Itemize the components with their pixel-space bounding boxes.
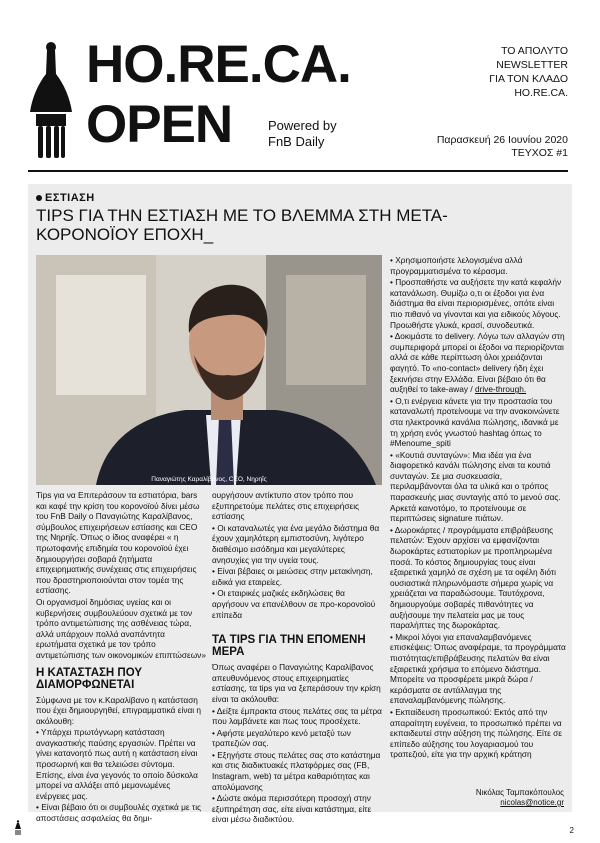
bullet-item: • Οι καταναλωτές για ένα μεγάλο διάστημα θα έχουν χαμηλότερη εμπιστοσύνη, λιγότερο διαθέσιμο εισόδημα και μεγαλύτερες ανησυχίες για την υγεία τους. — [212, 522, 380, 565]
author-name: Νικόλας Ταμπακόπουλος — [475, 788, 564, 797]
bullet-item: • Είναι βέβαιες οι μειώσεις στην μετακίνηση, ειδικά για εταιρείες. — [212, 566, 373, 587]
bullet-item: • Ο,τι ενέργεια κάνετε για την προστασία του καταναλωτή προτείνουμε να την ανακοινώνετε στα ηλεκτρονικά κανάλια πώλησης, ιδανικά με τη χρήση ενός γνωστού hashtag όπως το #Menoume_spiti — [390, 395, 560, 449]
newsletter-tagline — [428, 44, 568, 100]
issue-info — [437, 134, 568, 160]
bullet-item: • Δωροκάρτες / προγράμματα επιβράβευσης πελατών: Έχουν αρχίσει να εμφανίζονται δωροκάρτες εστιατορίων με προπληρωμένα ποσά. Το κόστος δημιουργίας τους είναι εξαιρετικά χαμηλό σε σχέση με τα οφέλη διότι ουσιαστικά πληρωνόμαστε σήμερα χωρίς να χρειάζεται να παραδώσουμε. Ταυτόχρονα, δημιουργούμε σοβαρές πιθανότητες να αυξήσουμε την πελατεία μας με τους παραλήπτες της δωροκάρτας. — [390, 524, 557, 631]
bullet-item: • Προσπαθήστε να αυξήσετε την κατά κεφαλήν κατανάλωση. Θυμίζω ο,τι οι έξοδοι για ένα διάστημα θα είναι περιορισμένες, οπότε είναι πιο πιθανό να γίνονται και για ειδικούς λόγους. Προωθήστε γλυκά, κρασί, συνοδευτικά. — [390, 277, 562, 330]
brand-title-line2: OPEN — [86, 95, 233, 154]
author-email-link[interactable]: nicolas@notice.gr — [500, 798, 564, 807]
bullet-item: • Εκπαίδευση προσωπικού: Εκτός από την απαραίτητη ευγένεια, το προσωπικό πρέπει να εκπαιδευτεί στην αύξηση της πώλησης. Είτε σε επίπεδο αύξησης του λογαριασμού του τραπεζιού, είτε για την αρχική κράτηση — [390, 706, 562, 760]
bullet-item: • Δείξτε έμπρακτα στους πελάτες σας τα μέτρα που λαμβάνετε και πως τους προσέχετε. — [212, 705, 382, 727]
paragraph: Tips για να Επιτεράσουν τα εστιατόρια, bars και καφέ την κρίση του κορονοϊού δίνει μέσω του FnB Daily ο Παναγιώτης Καραλίβανος, σύμβουλος επιχειρήσεων εστίασης και CEO της Νηρηΐς. Όπως ο ίδιος αναφέρει « η πρωτοφανής επιδημία του κορονοϊού έχει δημιουργήσει σοβαρά ζητήματα επιχειρηματικής συνέχειας στις επιχειρήσεις που δραστηριοποιούνται στον τομέα της εστίασης. — [36, 490, 200, 596]
bullet-text: • Δοκιμάστε το delivery. Λόγω των αλλαγών στη συμπεριφορά μπορεί οι έξοδοι να περιορίζονται αλλά σε κάθε περίπτωση όλοι χρειάζονται φαγητό. Το «no-contact» delivery ήδη έχει ξεκινήσει στην Ελλάδα. Είναι βέβαιο ότι θα αυξηθεί το take-away / — [390, 331, 565, 395]
subheading: Η ΚΑΤΑΣΤΑΣΗ ΠΟΥ ΔΙΑΜΟΡΦΩΝΕΤΑΙ — [36, 666, 143, 691]
powered-by-label: Powered by — [268, 118, 337, 133]
author-signature — [390, 788, 564, 808]
photo-caption: Παναγιώτης Καραλίβανος, CEO, Νηρηΐς — [151, 476, 267, 483]
tagline-line: HO.RE.CA. — [514, 87, 568, 99]
paragraph: Οι οργανισμοί δημόσιας υγείας και οι κυβερνήσεις συμβουλεύουν σχετικά με τον τρόπο αντιμετώπισης της ασθένειας τώρα, αλλά υπάρχουν πολλά αναπάντητα ερωτήματα σχετικά με τον τρόπο αντιμετώπισης των οικονομικών επιπτώσεων» — [36, 596, 206, 660]
bullet-item: • Αφήστε μεγαλύτερο κενό μεταξύ των τραπεζιών σας. — [212, 727, 351, 749]
tagline-line: ΓΙΑ ΤΟΝ ΚΛΑΔΟ — [489, 73, 568, 85]
subheading: ΤΑ TIPS ΓΙΑ ΤΗΝ ΕΠΟΜΕΝΗ ΜΕΡΑ — [212, 634, 366, 659]
fork-logo-icon — [26, 40, 76, 162]
bullet-text-tail: drive-through. — [474, 384, 527, 395]
powered-by — [268, 118, 337, 150]
page-number: 2 — [569, 826, 574, 835]
paragraph: Σύμφωνα με τον κ.Καραλίβανο η κατάσταση που έχει δημιουργηθεί, επιγραμματικά είναι η ακόλουθη: — [36, 694, 202, 726]
section-label — [36, 192, 95, 204]
article-column-1 — [36, 490, 206, 825]
issue-number: ΤΕΥΧΟΣ #1 — [511, 147, 568, 159]
article-column-3 — [390, 255, 566, 761]
bullet-item: • Υπάρχει πρωτόγνωρη κατάσταση αναγκαστικής παύσης εργασιών. Πρέπει να γίνει κατανοητό πως αυτή η κατάσταση είναι προσωρινή και θα τελειώσει σύντομα. Επίσης, είναι ένα γεγονός το οποίο δύσκολα μπορεί να αλλάξει από μεμονωμένες ενέργειες μας. — [36, 727, 198, 801]
bullet-icon — [36, 195, 42, 201]
bullet-item — [390, 331, 566, 395]
paragraph: Όπως αναφέρει ο Παναγιώτης Καραλίβανος απευθυνόμενος στους επιχειρηματίες εστίασης, τα tips για να ξεπεράσουν την κρίση είναι τα ακόλουθα: — [212, 662, 381, 704]
brand-title-line1: HO.RE.CA. — [86, 35, 351, 94]
article-column-2 — [212, 490, 382, 826]
portrait-photo — [36, 255, 382, 485]
bullet-item: • Οι εταιρικές μαζικές εκδηλώσεις θα αργήσουν να επανέλθουν σε προ-κορονοϊού επίπεδα — [212, 588, 376, 620]
tagline-line: NEWSLETTER — [496, 59, 568, 71]
header-divider — [28, 170, 568, 172]
bullet-item: • «Κουτιά συνταγών»: Μια ιδέα για ένα διαφορετικό κανάλι πώλησης είναι τα κουτιά συνταγών. Σε μια συσκευασία, περιλαμβάνονται όλα τα υλικά και ο τρόπος παρασκευής μιας συνταγής από το μενού σας. Αρκετά καινοτόμο, το προτείνουμε σε περιπτώσεις signature πιάτων. — [390, 449, 561, 524]
powered-by-brand: FnB Daily — [268, 134, 325, 149]
fork-logo-small-icon — [14, 820, 22, 836]
bullet-item: • Χρησιμοποιήστε λελογισμένα αλλά προγραμματισμένα το κέρασμα. — [390, 255, 523, 276]
issue-date: Παρασκευή 26 Ιουνίου 2020 — [436, 134, 568, 146]
bullet-item: • Μικροί λόγοι για επαναλαμβανόμενες επισκέψεις: Όπως αναφέραμε, τα προγράμματα πιστότητας/επιβράβευσης πελατών θα είναι εξαιρετικά χρήσιμα το επόμενο διάστημα. Μπορείτε να προσφέρετε μικρά δώρα / κεράσματα σε αντάλλαγμα της επαναλαμβανόμενης πώλησης. — [390, 631, 566, 706]
tagline-line: ΤΟ ΑΠΟΛΥΤΟ — [501, 45, 568, 57]
bullet-item: • Είναι βέβαιο ότι οι συμβουλές σχετικά με τις αποστάσεις ασφαλείας θα δημι- — [36, 802, 202, 824]
section-label-text: ΕΣΤΙΑΣΗ — [45, 192, 95, 204]
bullet-item: • Εξηγήστε στους πελάτες σας στο κατάστημα και στις διαδικτυακές πλατφόρμες σας (FB, Instagram, web) τα μέτρα καθαριότητας και απολύμανσης — [212, 749, 381, 792]
bullet-item: • Δώστε ακόμα περισσότερη προσοχή στην εξυπηρέτηση σας, είτε είναι κατάστημα, είτε είναι μέσω διαδικτύου. — [212, 793, 372, 825]
article-title: TIPS ΓΙΑ ΤΗΝ ΕΣΤΙΑΣΗ ΜΕ ΤΟ ΒΛΕΜΜΑ ΣΤΗ ΜΕΤΑ-ΚΟΡΟΝΟΪΟΥ ΕΠΟΧΗ_ — [36, 206, 448, 244]
paragraph: ουργήσουν αντίκτυπο στον τρόπο που εξυπηρετούμε πελάτες στις επιχειρήσεις εστίασης — [212, 490, 360, 522]
